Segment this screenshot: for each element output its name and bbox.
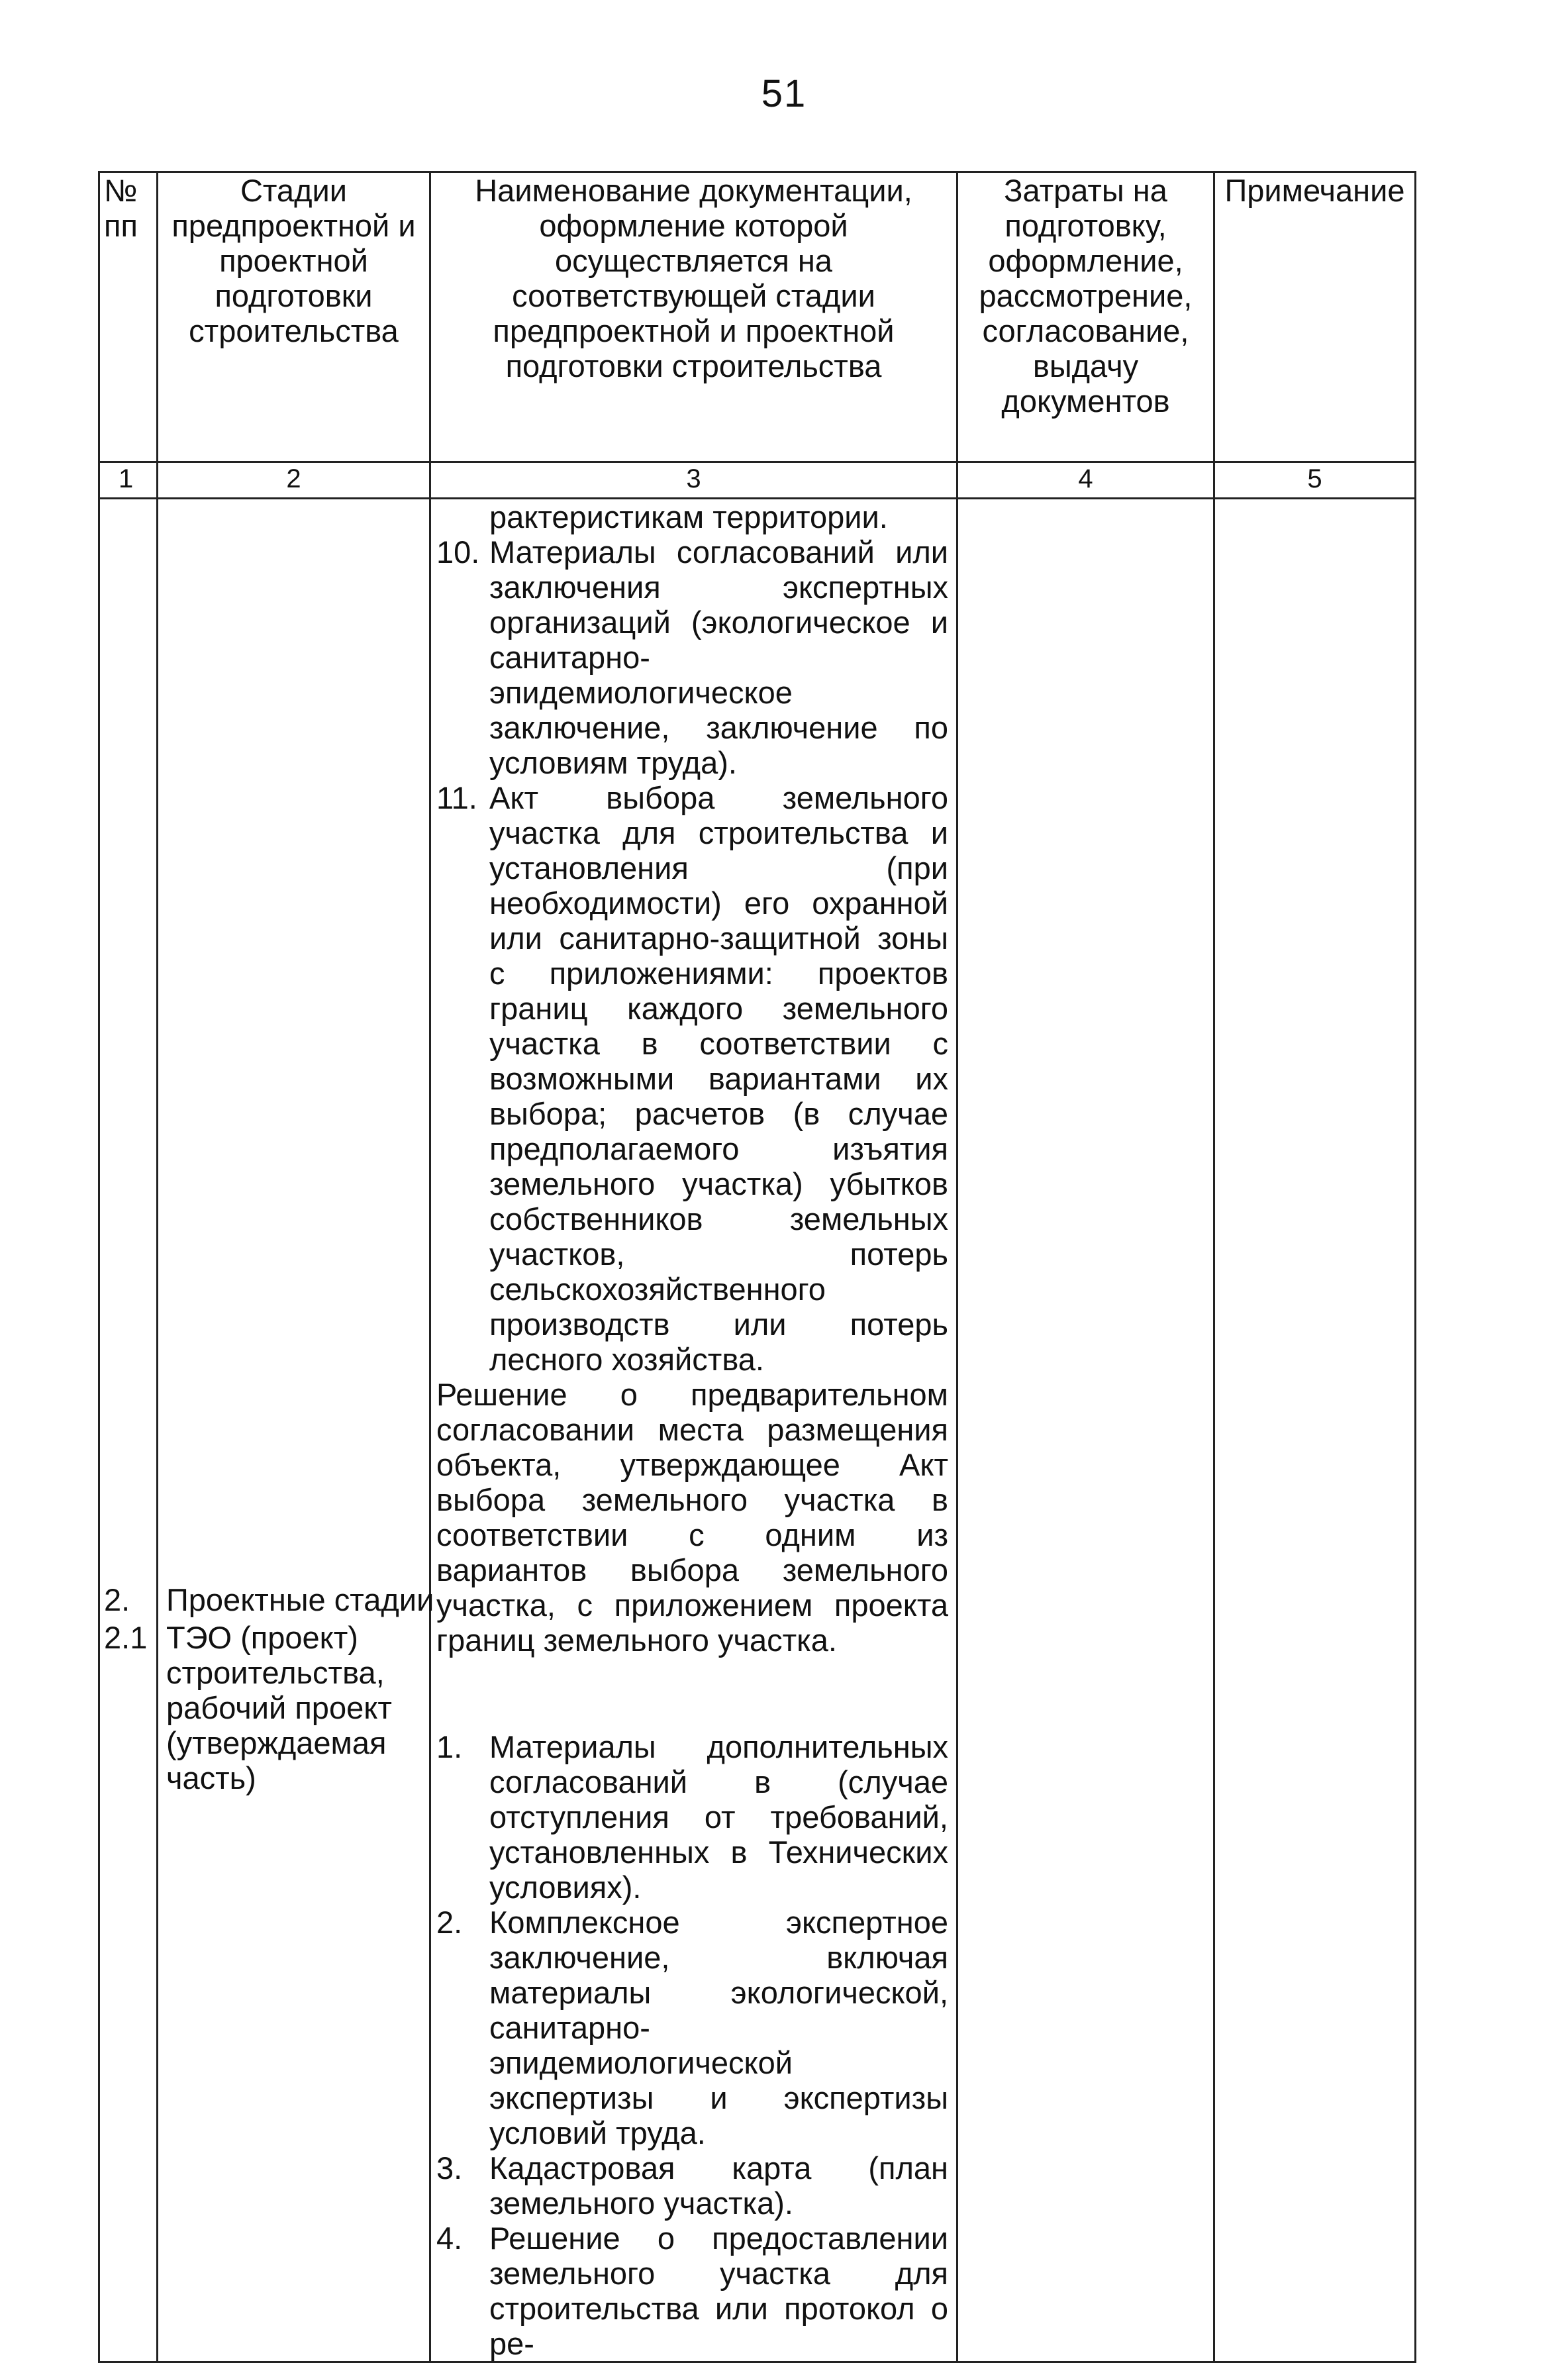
- list-item-number: 1.: [436, 1729, 463, 1764]
- list-item-number: 2.: [436, 1905, 463, 1940]
- section-2-number: 2.: [104, 1582, 130, 1617]
- column-number-3: 3: [430, 462, 957, 499]
- page-number: 51: [761, 72, 807, 115]
- list-item: [436, 2150, 948, 2221]
- header-documentation: Наименование документации, оформление которой осуществляется на соответствующей стадии предпроектной и проектной подготовки строительства: [430, 172, 957, 462]
- header-notes: Примечание: [1214, 172, 1416, 462]
- continuation-text: рактеристикам территории.: [489, 499, 888, 534]
- documentation-table: [98, 171, 1416, 2363]
- number-cell: [99, 499, 158, 2362]
- list-item-text: Комплексное экспертное заключение, включая материалы экологической, санитарно-эпидемиологической экспертизы и экспертизы условий труда.: [489, 1905, 948, 2150]
- list-item: [436, 780, 948, 1377]
- list-item: [436, 534, 948, 780]
- table-body-row: [99, 499, 1416, 2362]
- list-item-text: Материалы согласований или заключения экспертных организаций (экологическое и санитарно-эпидемиологическое заключение, заключение по условиям труда).: [489, 534, 948, 780]
- list-item-text: Материалы дополнительных согласований в (случае отступления от требований, установленных в Технических условиях).: [489, 1729, 948, 1905]
- header-costs: Затраты на подготовку, оформление, рассмотрение, согласование, выдачу документов: [957, 172, 1214, 462]
- section-2-1-stage: ТЭО (проект) строительства, рабочий проект (утверждаемая часть): [166, 1620, 392, 1795]
- stage-cell: [158, 499, 434, 2362]
- decision-paragraph: Решение о предварительном согласовании места размещения объекта, утверждающее Акт выбора земельного участка в соответствии с одним из вариантов выбора земельного участка, с приложением проекта границ земельного участка.: [436, 1377, 948, 1658]
- list-item: [436, 2221, 948, 2361]
- list-item-number: 11.: [436, 780, 477, 815]
- table-header-row: [99, 172, 1416, 462]
- list-item: [436, 1905, 948, 2150]
- column-number-5: 5: [1214, 462, 1416, 499]
- column-number-4: 4: [957, 462, 1214, 499]
- list-item-text: Кадастровая карта (план земельного участка).: [489, 2150, 948, 2221]
- costs-cell: [957, 499, 1214, 2362]
- list-item-number: 4.: [436, 2221, 463, 2256]
- section-2-stage: Проектные стадии: [166, 1582, 434, 1617]
- column-number-2: 2: [158, 462, 430, 499]
- notes-cell: [1214, 499, 1416, 2362]
- list-item-text: Решение о предоставлении земельного участка для строительства или протокол о ре-: [489, 2221, 948, 2361]
- list-item-number: 3.: [436, 2150, 463, 2186]
- list-item-number: 10.: [436, 534, 480, 570]
- column-numbers-row: [99, 462, 1416, 499]
- list-item: [436, 1729, 948, 1905]
- section-2-1-number: 2.1: [104, 1620, 148, 1655]
- header-stages: Стадии предпроектной и проектной подготовки строительства: [158, 172, 430, 462]
- list-item-text: Акт выбора земельного участка для строительства и установления (при необходимости) его охранной или санитарно-защитной зоны с приложениями: проектов границ каждого земельного участка в соответствии с возможными вариантами их выбора; расчетов (в случае предполагаемого изъятия земельного участка) убытков собственников земельных участков, потерь сельскохозяйственного производств или потерь лесного хозяйства.: [489, 780, 948, 1377]
- header-number: № пп: [99, 172, 158, 462]
- documentation-cell: [430, 499, 957, 2362]
- column-number-1: 1: [99, 462, 158, 499]
